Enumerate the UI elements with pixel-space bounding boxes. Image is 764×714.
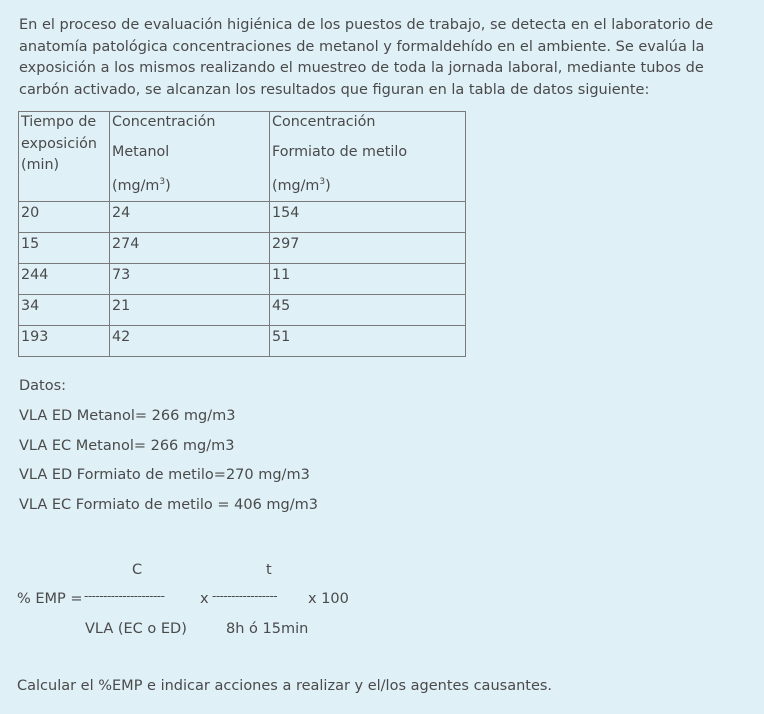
- cell-formiato: 297: [270, 233, 466, 264]
- formula-denominator-time: 8h ó 15min: [226, 621, 309, 637]
- header-formiato-unit: $(mg/m^3)$: [272, 176, 331, 194]
- vla-ed-formiato: VLA ED Formiato de metilo=270 mg/m3: [19, 467, 310, 483]
- header-formiato: Concentración Formiato de metilo $(mg/m^3)$: [270, 112, 466, 202]
- table-row: [19, 202, 466, 233]
- cell-formiato: 11: [270, 264, 466, 295]
- table-row: [19, 264, 466, 295]
- formula-denominator-vla: VLA (EC o ED): [85, 621, 187, 637]
- vla-ec-formiato: VLA EC Formiato de metilo = 406 mg/m3: [19, 497, 318, 513]
- vla-ec-metanol: VLA EC Metanol= 266 mg/m3: [19, 438, 235, 454]
- table-header-row: [19, 112, 466, 202]
- cell-formiato: 51: [270, 326, 466, 357]
- cell-formiato: 45: [270, 295, 466, 326]
- cell-tiempo: 193: [19, 326, 110, 357]
- header-tiempo: Tiempo de exposición (min): [19, 112, 110, 202]
- formula-lhs: % EMP =: [17, 591, 83, 607]
- cell-metanol: 21: [110, 295, 270, 326]
- formula-fraction-line-1: ---------------------: [84, 589, 165, 603]
- table-row: [19, 233, 466, 264]
- formula-times: x: [200, 591, 209, 607]
- cell-metanol: 274: [110, 233, 270, 264]
- table-row: [19, 326, 466, 357]
- question-text: Calcular el %EMP e indicar acciones a realizar y el/los agentes causantes.: [17, 678, 553, 694]
- cell-formiato: 154: [270, 202, 466, 233]
- formula-fraction-line-2: -----------------: [212, 589, 278, 603]
- table-row: [19, 295, 466, 326]
- vla-ed-metanol: VLA ED Metanol= 266 mg/m3: [19, 408, 236, 424]
- formula-numerator-t: t: [266, 562, 272, 578]
- data-table: [18, 111, 466, 357]
- header-metanol-unit: $(mg/m^3)$: [112, 176, 171, 194]
- cell-metanol: 42: [110, 326, 270, 357]
- header-metanol: Concentración Metanol $(mg/m^3)$: [110, 112, 270, 202]
- cell-tiempo: 34: [19, 295, 110, 326]
- datos-label: Datos:: [19, 378, 67, 394]
- cell-tiempo: 244: [19, 264, 110, 295]
- cell-tiempo: 15: [19, 233, 110, 264]
- cell-metanol: 73: [110, 264, 270, 295]
- intro-paragraph: En el proceso de evaluación higiénica de los puestos de trabajo, se detecta en el laboratorio de anatomía patológica concentraciones de metanol y formaldehído en el ambiente. Se evalúa la exposición a los mismos realizando el muestreo de toda la jornada laboral, mediante tubos de carbón activado, se alcanzan los resultados que figuran en la tabla de datos siguiente:: [19, 17, 714, 98]
- cell-tiempo: 20: [19, 202, 110, 233]
- cell-metanol: 24: [110, 202, 270, 233]
- formula-times-100: x 100: [308, 591, 349, 607]
- formula-numerator-c: C: [132, 562, 143, 578]
